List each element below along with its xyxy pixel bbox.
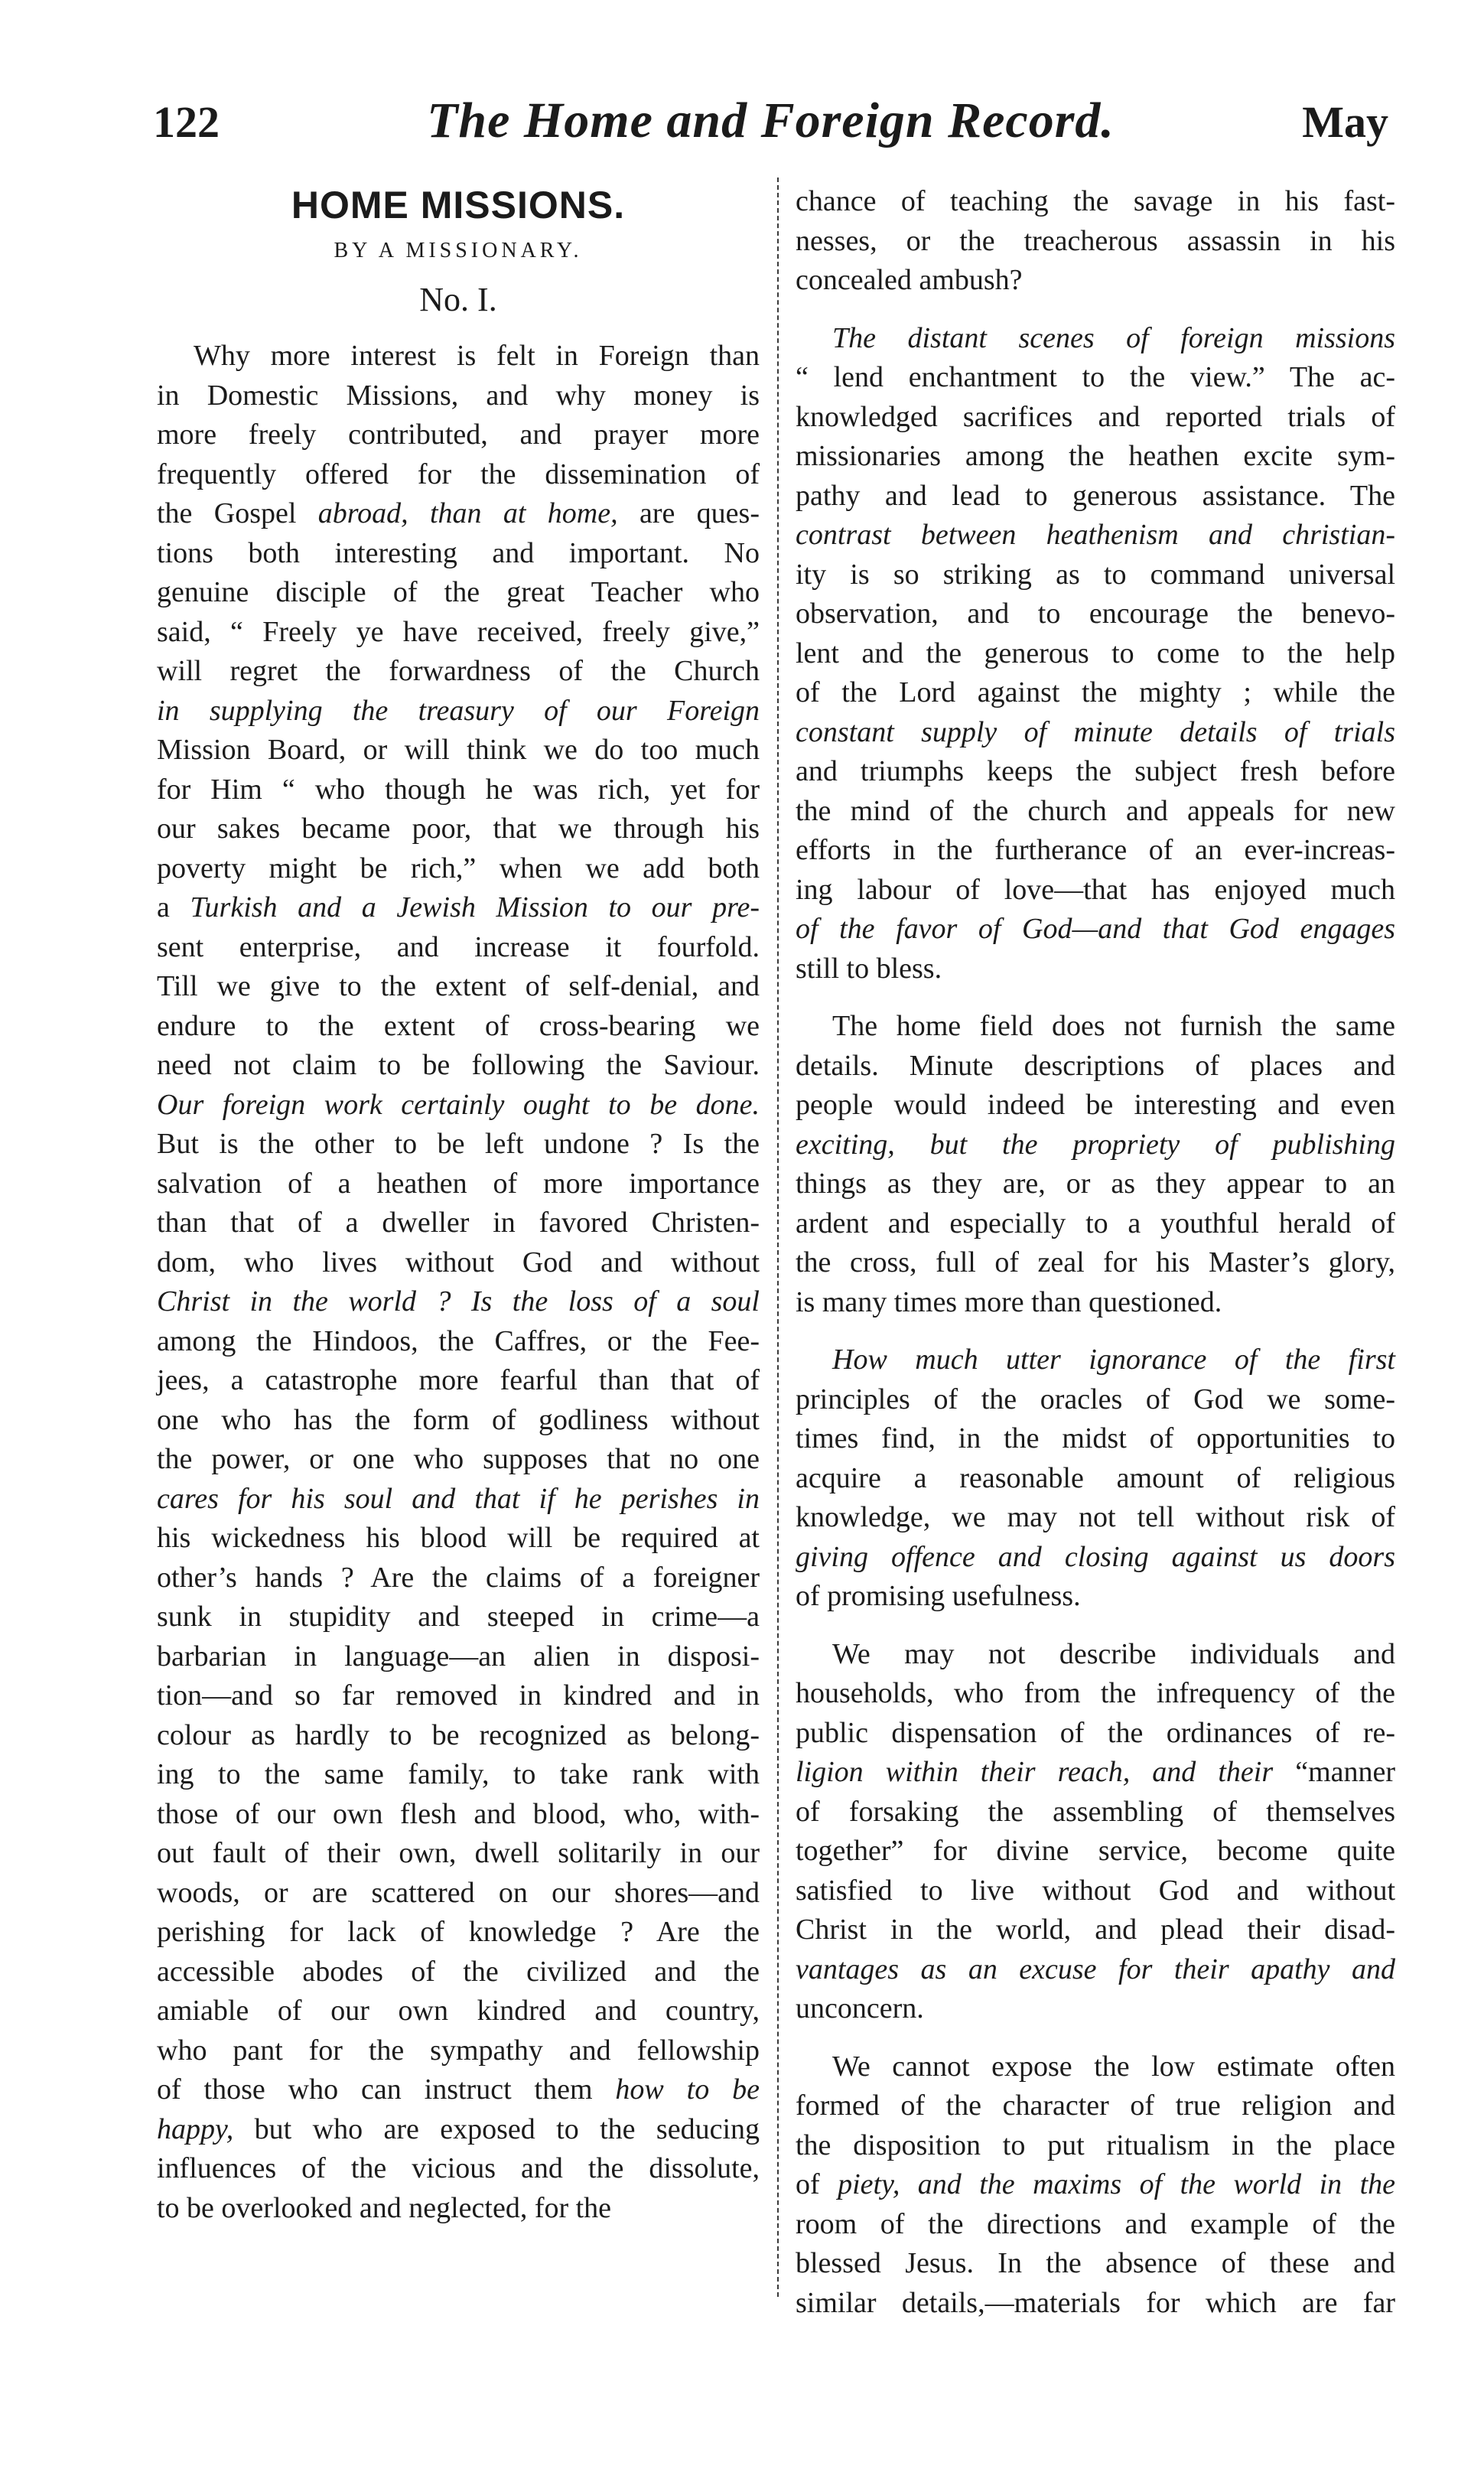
text-line — [796, 752, 1395, 792]
text-line — [796, 1340, 1395, 1380]
roman-text: The home field does not furnish the same — [832, 1010, 1395, 1042]
roman-text: among the Hindoos, the Caffres, or the Fee- — [157, 1324, 760, 1357]
paragraph-gap — [796, 301, 1395, 319]
italic-text: abroad, than at home, — [317, 497, 618, 529]
text-line — [157, 1440, 760, 1480]
roman-text: We cannot expose the low estimate often — [832, 2050, 1395, 2083]
text-line — [157, 337, 760, 376]
roman-text: our sakes became poor, that we through his — [157, 813, 760, 845]
roman-text: his wickedness his blood will be required at — [157, 1522, 760, 1554]
roman-text: missionaries among the heathen excite sym- — [796, 440, 1395, 472]
text-line — [796, 2205, 1395, 2245]
roman-text: Christ in the world, and plead their disad- — [796, 1914, 1395, 1946]
roman-text: of — [796, 2168, 838, 2200]
text-line — [796, 1086, 1395, 1125]
roman-text: pathy and lead to generous assistance. The — [796, 479, 1395, 512]
roman-text: ing labour of love—that has enjoyed much — [796, 873, 1395, 906]
text-line — [157, 2110, 760, 2150]
roman-text: Till we give to the extent of self-denial, and — [157, 970, 760, 1002]
italic-text: how to be — [615, 2073, 760, 2106]
text-line — [157, 1007, 760, 1047]
italic-text: Christ in the world ? Is the loss of a soul — [157, 1285, 760, 1318]
roman-text: lent and the generous to come to the help — [796, 637, 1395, 669]
roman-text: people would indeed be interesting and even — [796, 1089, 1395, 1121]
text-line — [157, 1046, 760, 1086]
italic-text: exciting, but the propriety of publishing — [796, 1128, 1395, 1161]
text-line — [157, 1953, 760, 1992]
italic-text: constant supply of minute details of trials — [796, 715, 1395, 748]
text-line — [796, 1871, 1395, 1911]
text-line — [157, 2070, 760, 2110]
roman-text: perishing for lack of knowledge ? Are the — [157, 1916, 760, 1948]
text-line — [796, 1204, 1395, 1244]
text-line — [157, 494, 760, 534]
roman-text: We may not describe individuals and — [832, 1637, 1395, 1670]
roman-text: together” for divine service, become quite — [796, 1835, 1395, 1867]
roman-text: efforts in the furtherance of an ever-increas- — [796, 834, 1395, 866]
roman-text: ity is so striking as to command universal — [796, 558, 1395, 591]
roman-text: of those who can instruct them — [157, 2073, 616, 2106]
roman-text: genuine disciple of the great Teacher who — [157, 576, 760, 608]
roman-text: times find, in the midst of opportunities to — [796, 1422, 1395, 1454]
text-line — [796, 477, 1395, 516]
roman-text: Mission Board, or will think we do too much — [157, 734, 760, 766]
roman-text: need not claim to be following the Saviour. — [157, 1049, 760, 1081]
text-line — [157, 455, 760, 495]
text-line — [157, 1519, 760, 1559]
italic-text: The distant scenes of foreign missions — [832, 321, 1395, 354]
italic-text: contrast between heathenism and christian- — [796, 519, 1395, 551]
text-line — [157, 731, 760, 770]
text-line — [157, 1086, 760, 1125]
text-line — [157, 1204, 760, 1243]
text-line — [157, 1834, 760, 1874]
italic-text: in supplying the treasury of our Foreign — [157, 694, 760, 727]
text-line — [796, 2086, 1395, 2126]
roman-text: barbarian in language—an alien in disposi- — [157, 1640, 760, 1673]
text-line — [796, 1674, 1395, 1714]
italic-text: Turkish and a Jewish Mission to our pre- — [190, 891, 760, 923]
text-line — [157, 1164, 760, 1204]
roman-text: the disposition to put ritualism in the place — [796, 2129, 1395, 2161]
roman-text: who pant for the sympathy and fellowship — [157, 2034, 760, 2067]
roman-text: of promising usefulness. — [796, 1580, 1081, 1612]
roman-text: are ques- — [617, 497, 760, 529]
text-line — [796, 2165, 1395, 2205]
text-line — [796, 358, 1395, 398]
roman-text: one who has the form of godliness without — [157, 1403, 760, 1436]
roman-text: other’s hands ? Are the claims of a foreigner — [157, 1561, 760, 1594]
text-line — [796, 319, 1395, 359]
text-line — [796, 261, 1395, 301]
roman-text: public dispensation of the ordinances of re- — [796, 1716, 1395, 1749]
text-line — [157, 809, 760, 849]
roman-text: colour as hardly to be recognized as belong- — [157, 1718, 760, 1751]
roman-text: a — [157, 891, 190, 923]
text-line — [796, 1950, 1395, 1990]
roman-text: jees, a catastrophe more fearful than that of — [157, 1364, 760, 1396]
italic-text: vantages as an excuse for their apathy and — [796, 1953, 1395, 1985]
roman-text: endure to the extent of cross-bearing we — [157, 1009, 760, 1042]
roman-text: than that of a dweller in favored Christen- — [157, 1207, 760, 1239]
text-line — [157, 1913, 760, 1953]
text-line — [796, 222, 1395, 262]
roman-text: chance of teaching the savage in his fast- — [796, 185, 1395, 217]
roman-text: “ lend enchantment to the view.” The ac- — [796, 361, 1395, 393]
italic-text: ligion within their reach, and their — [796, 1756, 1274, 1788]
roman-text: salvation of a heathen of more importance — [157, 1167, 760, 1200]
text-line — [157, 1676, 760, 1716]
text-line — [157, 1755, 760, 1795]
roman-text: will regret the forwardness of the Church — [157, 655, 760, 687]
roman-text: tions both interesting and important. No — [157, 536, 760, 569]
roman-text: the Gospel — [157, 497, 318, 529]
roman-text: knowledge, we may not tell without risk of — [796, 1501, 1395, 1533]
roman-text: the cross, full of zeal for his Master’s glory, — [796, 1246, 1395, 1278]
roman-text: formed of the character of true religion and — [796, 2090, 1395, 2122]
roman-text: accessible abodes of the civilized and the — [157, 1955, 760, 1988]
roman-text: still to bless. — [796, 952, 942, 985]
article-title: HOME MISSIONS. — [291, 184, 626, 226]
roman-text: ing to the same family, to take rank with — [157, 1758, 760, 1790]
text-line — [796, 1047, 1395, 1086]
left-column — [157, 182, 760, 2228]
roman-text: Why more interest is felt in Foreign than — [194, 340, 760, 372]
text-line — [157, 1598, 760, 1637]
left-column-text — [157, 337, 760, 2228]
roman-text: more freely contributed, and prayer more — [157, 419, 760, 451]
text-line — [796, 1283, 1395, 1323]
article-number: No. I. — [419, 281, 497, 318]
text-line — [796, 2284, 1395, 2324]
text-line — [796, 555, 1395, 595]
roman-text: in Domestic Missions, and why money is — [157, 379, 760, 412]
text-line — [796, 1419, 1395, 1459]
text-line — [157, 613, 760, 653]
right-column — [796, 182, 1395, 2323]
italic-text: of the favor of God—and that God engages — [796, 913, 1395, 945]
text-line — [796, 516, 1395, 555]
page-number: 122 — [153, 97, 220, 147]
text-line — [157, 692, 760, 731]
text-line — [796, 673, 1395, 713]
roman-text: of forsaking the assembling of themselves — [796, 1795, 1395, 1828]
text-line — [157, 1874, 760, 1914]
text-line — [157, 1480, 760, 1519]
text-line — [796, 1538, 1395, 1578]
roman-text: satisfied to live without God and without — [796, 1874, 1395, 1907]
paragraph-gap — [796, 1617, 1395, 1635]
text-line — [157, 2189, 760, 2229]
text-line — [157, 1559, 760, 1598]
roman-text: frequently offered for the dissemination of — [157, 458, 760, 490]
roman-text: unconcern. — [796, 1992, 924, 2024]
roman-text: is many times more than questioned. — [796, 1285, 1222, 1318]
roman-text: households, who from the infrequency of the — [796, 1677, 1395, 1709]
roman-text: influences of the vicious and the dissolute, — [157, 2152, 760, 2184]
roman-text: concealed ambush? — [796, 264, 1023, 296]
issue-month: May — [1302, 97, 1388, 147]
text-line — [796, 1380, 1395, 1420]
text-line — [796, 2244, 1395, 2284]
roman-text: out fault of their own, dwell solitarily in our — [157, 1837, 760, 1869]
text-line — [796, 1832, 1395, 1871]
roman-text: acquire a reasonable amount of religious — [796, 1461, 1395, 1494]
roman-text: observation, and to encourage the benevo- — [796, 598, 1395, 630]
text-line — [157, 534, 760, 574]
italic-text: giving offence and closing against us doors — [796, 1540, 1395, 1573]
text-line — [796, 871, 1395, 910]
roman-text: sunk in stupidity and steeped in crime—a — [157, 1601, 760, 1633]
roman-text: tion—and so far removed in kindred and in — [157, 1679, 760, 1712]
roman-text: but who are exposed to the seducing — [233, 2112, 760, 2145]
text-line — [157, 1637, 760, 1677]
text-line — [796, 594, 1395, 634]
roman-text: those of our own flesh and blood, who, with- — [157, 1797, 760, 1830]
paragraph-gap — [796, 2029, 1395, 2047]
text-line — [796, 1164, 1395, 1204]
text-line — [796, 1125, 1395, 1165]
text-line — [796, 831, 1395, 871]
roman-text: sent enterprise, and increase it fourfold. — [157, 930, 760, 963]
text-line — [157, 1795, 760, 1835]
roman-text: for Him “ who though he was rich, yet for — [157, 773, 760, 806]
text-line — [157, 888, 760, 928]
text-line — [796, 1989, 1395, 2029]
roman-text: to be overlooked and neglected, for the — [157, 2191, 612, 2224]
column-divider — [777, 178, 779, 2297]
text-line — [157, 770, 760, 810]
text-line — [157, 928, 760, 968]
text-line — [157, 652, 760, 692]
roman-text: the mind of the church and appeals for new — [796, 794, 1395, 827]
paragraph-gap — [796, 1322, 1395, 1340]
text-line — [157, 376, 760, 416]
text-line — [796, 1910, 1395, 1950]
text-line — [796, 713, 1395, 753]
text-line — [796, 2047, 1395, 2087]
text-line — [796, 1714, 1395, 1754]
text-line — [796, 949, 1395, 989]
running-head — [153, 92, 1388, 153]
right-column-text — [796, 182, 1395, 2323]
text-line — [157, 2149, 760, 2189]
text-line — [796, 1577, 1395, 1617]
text-line — [796, 2126, 1395, 2166]
article-byline: BY A MISSIONARY. — [334, 239, 583, 262]
text-line — [157, 2031, 760, 2071]
roman-text: poverty might be rich,” when we add both — [157, 852, 760, 884]
text-line — [796, 1498, 1395, 1538]
roman-text: knowledged sacrifices and reported trials of — [796, 400, 1395, 433]
roman-text: room of the directions and example of the — [796, 2207, 1395, 2240]
text-line — [157, 1361, 760, 1401]
text-line — [157, 967, 760, 1007]
text-line — [796, 182, 1395, 222]
text-line — [796, 1459, 1395, 1499]
text-line — [796, 1243, 1395, 1283]
roman-text: details. Minute descriptions of places and — [796, 1049, 1395, 1082]
roman-text: similar details,—materials for which are far — [796, 2286, 1395, 2319]
roman-text: and triumphs keeps the subject fresh before — [796, 755, 1395, 787]
roman-text: principles of the oracles of God we some- — [796, 1383, 1395, 1415]
text-line — [796, 398, 1395, 438]
roman-text: said, “ Freely ye have received, freely give,” — [157, 615, 760, 648]
text-line — [796, 437, 1395, 477]
paragraph-gap — [796, 989, 1395, 1007]
text-line — [796, 1007, 1395, 1047]
italic-text: cares for his soul and that if he perishes in — [157, 1482, 760, 1515]
text-line — [796, 1793, 1395, 1832]
journal-title: The Home and Foreign Record. — [427, 93, 1115, 148]
roman-text: “manner — [1273, 1756, 1396, 1788]
roman-text: dom, who lives without God and without — [157, 1246, 760, 1278]
roman-text: nesses, or the treacherous assassin in his — [796, 224, 1395, 257]
roman-text: ardent and especially to a youthful herald of — [796, 1207, 1395, 1239]
italic-text: How much utter ignorance of the first — [832, 1344, 1395, 1376]
text-line — [157, 1243, 760, 1283]
roman-text: things as they are, or as they appear to an — [796, 1168, 1395, 1200]
text-line — [157, 1125, 760, 1164]
text-line — [157, 1401, 760, 1441]
roman-text: But is the other to be left undone ? Is the — [157, 1128, 760, 1160]
text-line — [157, 849, 760, 889]
italic-text: happy, — [157, 2112, 234, 2145]
text-line — [157, 1282, 760, 1322]
text-line — [796, 910, 1395, 949]
roman-text: blessed Jesus. In the absence of these and — [796, 2247, 1395, 2279]
text-line — [796, 634, 1395, 674]
text-line — [157, 1322, 760, 1362]
roman-text: of the Lord against the mighty ; while the — [796, 676, 1395, 708]
roman-text: woods, or are scattered on our shores—and — [157, 1876, 760, 1909]
italic-text: piety, and the maxims of the world in the — [838, 2168, 1395, 2200]
roman-text: the power, or one who supposes that no one — [157, 1443, 760, 1475]
text-line — [796, 792, 1395, 832]
text-line — [157, 1992, 760, 2031]
text-line — [157, 1716, 760, 1756]
text-line — [796, 1635, 1395, 1675]
text-line — [157, 415, 760, 455]
italic-text: Our foreign work certainly ought to be done. — [157, 1088, 760, 1121]
text-line — [796, 1753, 1395, 1793]
roman-text: amiable of our own kindred and country, — [157, 1995, 760, 2027]
text-line — [157, 573, 760, 613]
